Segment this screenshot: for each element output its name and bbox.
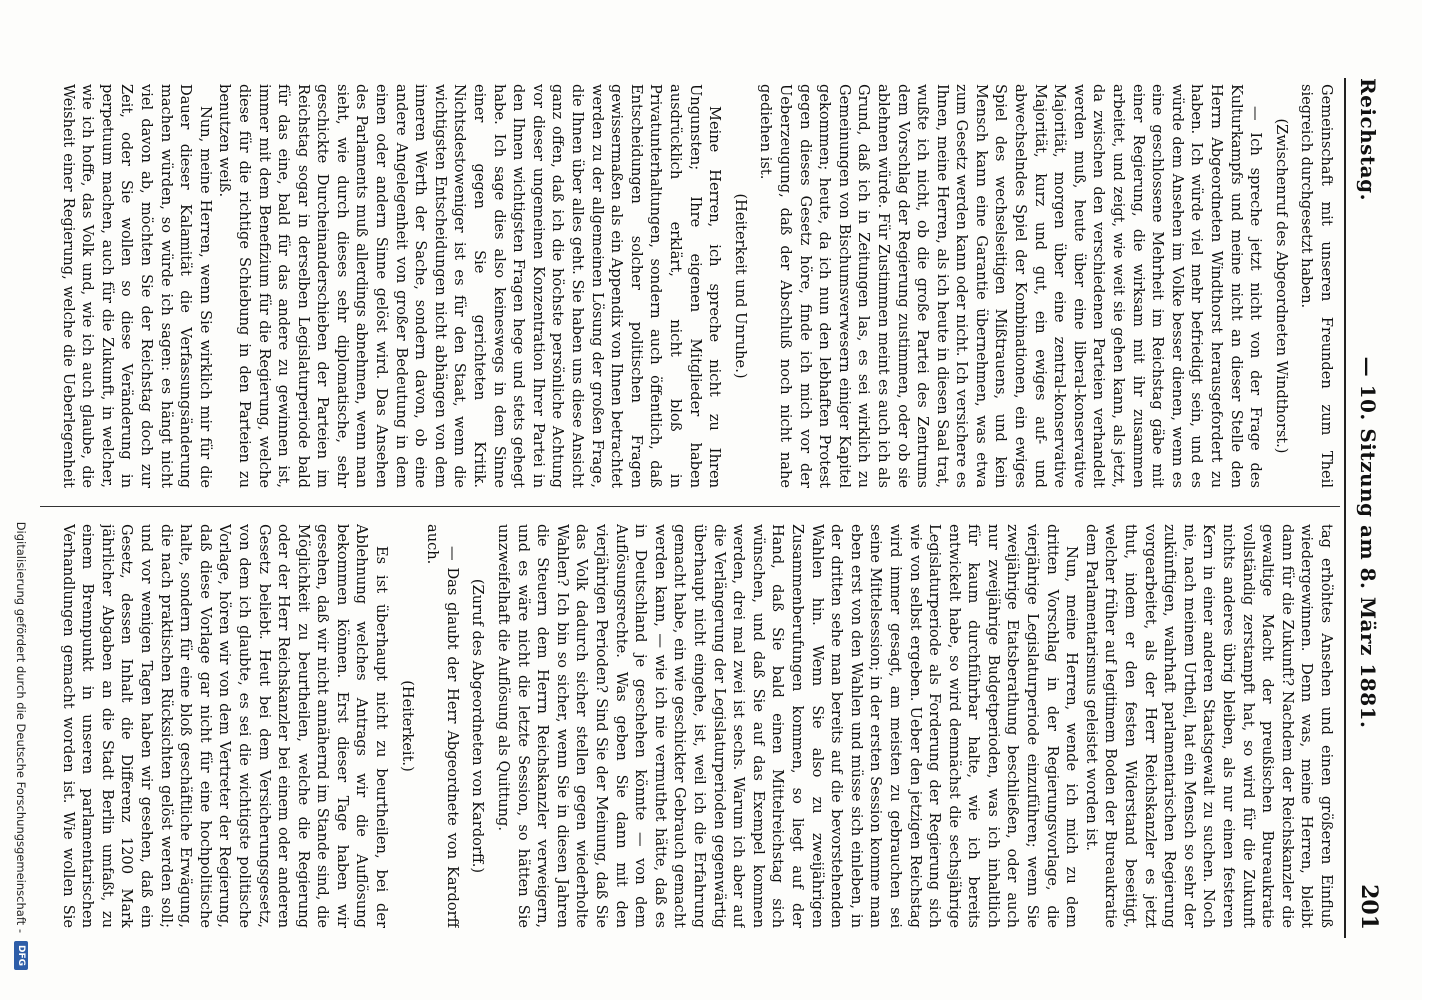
paragraph: tag erhöhtes Ansehen und einen größeren Einfluß wiedergewinnen. Denn was, meine Herren, bleibt dann für die Zukunft? Nachdem der Reichskanzler die gewaltige Macht der preußischen Bureaukratie vollständig zerstampft hat, so wird für die Zukunft nichts anderes übrig bleiben, als nur einen festeren Kern in einer anderen Staatsgewalt zu suchen. Noch nie, nach meinem Urtheil, hat ein Mensch so sehr der zukünftigen, wahrhaft parlamentarischen Regierung vorgearbeitet, als der Herr Reichskanzler es jetzt thut, indem er den festen Widerstand beseitigt, welcher früher auf legitimem Boden der Bureaukratie dem Parlamentarismus geleistet worden ist.: [1082, 524, 1335, 928]
scan-edge: [1422, 0, 1432, 1000]
header-session-date: — 10. Sitzung am 8. März 1881.: [1356, 356, 1380, 729]
paragraph: Meine Herren, ich spreche nicht zu Ihren Ungunsten; Ihre eigenen Mitglieder haben ausdrücklich erklärt, nicht bloß in Privatunterhaltungen, sondern auch öffentlich, daß Entscheidungen solcher politischen Fragen gewissermaßen als ein Appendix von Ihnen betrachtet werden zu der allgemeinen Lösung der großen Frage, die Ihnen über alles geht. Sie haben uns diese Ansicht ganz offen, daß ich die höchste persönliche Achtung vor dieser ungemeinen Konzentration Ihrer Partei in den Ihnen wichtigsten Fragen hege und stets gehegt habe. Ich sage dies also keineswegs in dem Sinne einer gegen Sie gerichteten Kritik. Nichtsdestoweniger ist es für den Staat, wenn die wichtigsten Entscheidungen nicht abhängen von dem inneren Werth der Sache, sondern davon, ob eine andere Angelegenheit von großer Bedeutung in dem einen oder andern Sinne gelöst wird. Das Ansehen des Parlaments muß allerdings abnehmen, wenn man sieht, wie durch dieses sehr diplomatische, sehr geschickte Durcheinanderschieben der Parteien im Reichstag sogar in derselben Legislaturperiode bald für das eine, bald für das andere zu gewinnen ist, immer mit dem Benefizium für die Regierung, welche diese für die richtige Schiebung in den Parteien zu benutzen weiß.: [216, 84, 724, 488]
right-column: [56, 524, 1336, 928]
stage-direction: (Heiterkeit.): [398, 680, 416, 772]
page-number: 201: [1356, 884, 1382, 930]
paragraph: Gemeinschaft mit unseren Freunden zum Theil siegreich durchgesetzt haben.: [1298, 84, 1335, 488]
stage-direction: (Zwischenruf des Abgeordneten Windthorst.): [1272, 118, 1290, 454]
stage-direction: (Heiterkeit und Unruhe.): [731, 193, 749, 379]
left-column: [56, 84, 1336, 488]
paragraph: — Ich spreche jetzt nicht von der Frage des Kulturkampfs und meine nicht an dieser Stelle den Herrn Abgeordneten Windthorst herausgefordert zu haben. Ich würde viel mehr befriedigt sein, und es würde dem Ansehen im Volke besser dienen, wenn es eine geschlossene Mehrheit im Reichstag gäbe mit einer Regierung, die wirksam mit ihr zusammen arbeitet, und zeigt, wie weit sie gehen kann, als jetzt, da zwischen den verschiedenen Parteien verhandelt werden muß, heute über eine liberal-konservative Majorität, morgen über eine zentral-konservative Majorität, kurz und gut, ein ewiges auf- und abwechselndes Spiel der Kombinationen, ein ewiges Spiel des wechselseitigen Mißtrauens, und kein Mensch kann eine Garantie übernehmen, was etwa zum Gesetz werden kann oder nicht. Ich versichere es Ihnen, meine Herren, als ich heute in diesen Saal trat, wußte ich nicht, ob die große Partei des Zentrums dem Vorschlag der Regierung zustimmen, oder ob sie ablehnen würde. Für Zustimmen meint es auch ich als Grund, daß ich in Zeitungen las, es sei wirklich zu Gemeinungen von Bischumsverwesern einiger Kapitel gekommen; heute, da ich nun den lebhaften Protest gegen dieses Gesetz höre, finde ich mich vor der Ueberzeugung, daß der Abschluß noch nicht nahe gediehen ist.: [757, 84, 1265, 488]
digitization-note: Digitalisierung gefördert durch die Deutsche Forschungsgemeinschaft -: [14, 521, 28, 933]
dfg-logo: DFG: [14, 941, 28, 970]
header-reichstag: Reichstag.: [1356, 78, 1380, 202]
paragraph: Es ist überhaupt nicht zu beurtheilen, bei der Ablehnung welches Antrags wir die Auflösung bekommen können. Erst dieser Tage haben wir gesehen, daß wir nicht annähernd im Stande sind, die Möglichkeit zu beurtheilen, welche die Regierung oder der Herr Reichskanzler bei einem oder anderen Gesetz beliebt. Heut bei dem Versicherungsgesetz, von dem ich glaubte, es sei die wichtigste politische Vorlage, hören wir von dem Vertreter der Regierung, daß diese Vorlage gar nicht für eine hochpolitische halte, sondern für eine bloß geschäftliche Erwägung, die nach praktischen Rücksichten gelöst werden soll; und vor wenigen Tagen haben wir gesehen, daß ein Gesetz, dessen Inhalt die Differenz 1200 Mark jährlicher Abgaben an die Stadt Berlin umfaßt, zu einem Brennpunkt in unseren parlamentarischen Verhandlungen gemacht worden ist. Wie wollen Sie: [59, 524, 391, 928]
paragraph: Nun, meine Herren, wende ich mich zu dem dritten Vorschlag in der Regierungsvorlage, die vierjährige Legislaturperiode einzuführen; wenn Sie zweijährige Etatsberathung beschließen, oder auch nur zweijährige Budgetperioden, was ich inhaltlich für kaum durchführbar halte, wie ich bereits entwickelt habe, so wird demnächst die sechsjährige Legislaturperiode als Forderung der Regierung sich wie von selbst ergeben. Ueber den jetzigen Reichstag wird immer gesagt, am meisten zu gebrauchen sei seine Mittelsession; in der ersten Session komme man eben erst von den Wahlen und müsse sich einleben, in der dritten sehe man bereits auf die bevorstehenden Wahlen hin. Wenn Sie also zu zweijährigen Zusammenberufungen kommen, so liegt auf der Hand, daß Sie bald einen Mittelreichstag sich wünschen, und daß Sie auf das Exempel kommen werden, drei mal zwei ist sechs. Warum ich aber auf die Verlängerung der Legislaturperioden gegenwärtig überhaupt nicht eingehe, ist, weil ich die Erfahrung gemacht habe, ein wie geschickter Gebrauch gemacht werden kann, — wie ich nie vermuthet hätte, daß es in Deutschland je geschehen könnte — von dem Auflösungsrechte. Was geben Sie dann mit den vierjährigen Perioden? Sind Sie der Meinung, daß Sie das Volk dadurch sicher stellen gegen wiederholte Wahlen? Ich bin so sicher, wenn Sie in diesen Jahren die Steuern dem Herrn Reichskanzler verweigern, und es wäre nicht die letzte Session, so hätten Sie unzweifelhaft die Auflösung als Quittung.: [495, 524, 1081, 928]
stage-direction: (Zuruf des Abgeordneten von Kardorff.): [469, 578, 487, 874]
digitization-credit: [14, 522, 28, 970]
paragraph: — Das glaubt der Herr Abgeordnete von Kardorff auch.: [424, 524, 461, 928]
paragraph: Nun, meine Herren, wenn Sie wirklich mir für die Dauer dieser Kalamität die Verfassungsänderung machen würden, so würde ich sagen: es hängt nicht viel davon ab, möchten Sie der Reichstag doch zur Zeit, oder Sie wollen so diese Veränderung in perpetuum machen, auch für die Zukunft, in welcher, wie ich hoffe, das Volk und, wie ich auch glaube, die Weisheit einer Regierung, welche die Ueberlegenheit: [59, 84, 214, 488]
column-divider: [40, 506, 1340, 507]
header-rule: [1344, 78, 1346, 938]
page-header: [1356, 78, 1396, 930]
